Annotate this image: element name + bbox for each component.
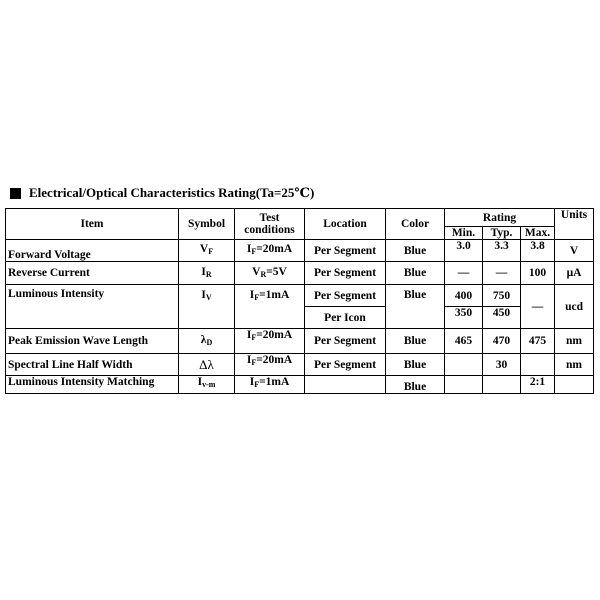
- typ-cell: —: [483, 262, 521, 285]
- condition-cell: $I_F=1mA$: [235, 285, 305, 329]
- item-cell: Luminous Intensity Matching: [6, 376, 179, 394]
- header-typ: Typ.: [483, 227, 521, 240]
- typ-cell: 750: [483, 285, 521, 307]
- square-bullet-icon: [10, 188, 21, 199]
- max-cell: —: [521, 285, 555, 329]
- min-cell: 3.0: [445, 240, 483, 262]
- max-cell: 3.8: [521, 240, 555, 262]
- max-cell: 2:1: [521, 376, 555, 394]
- location-cell: Per Segment: [305, 354, 386, 376]
- characteristics-table: [5, 208, 594, 394]
- max-cell: [521, 354, 555, 376]
- table-row: [6, 329, 594, 354]
- typ-cell: 30: [483, 354, 521, 376]
- location-cell: Per Segment: [305, 329, 386, 354]
- symbol-cell: $V_F$: [179, 240, 235, 262]
- table-row: [6, 240, 594, 262]
- symbol-cell: $I_{v-m}$: [179, 376, 235, 394]
- location-cell: Per Segment: [305, 262, 386, 285]
- header-row: [6, 209, 594, 227]
- color-cell: Blue: [386, 240, 445, 262]
- unit-cell: μA: [555, 262, 594, 285]
- section-title: Electrical/Optical Characteristics Rating(Ta=25℃): [29, 185, 315, 200]
- item-cell: Reverse Current: [6, 262, 179, 285]
- unit-cell: nm: [555, 354, 594, 376]
- unit-cell: ucd: [555, 285, 594, 329]
- location-cell: Per Segment: [305, 240, 386, 262]
- symbol-cell: $I_R$: [179, 262, 235, 285]
- color-cell: Blue: [386, 329, 445, 354]
- typ-cell: [483, 376, 521, 394]
- min-cell: 465: [445, 329, 483, 354]
- location-cell: Per Icon: [305, 307, 386, 329]
- header-symbol: Symbol: [179, 209, 235, 240]
- table-row: [6, 285, 594, 307]
- condition-cell: $I_F=20mA$: [235, 354, 305, 376]
- header-units: Units: [555, 209, 594, 240]
- min-cell: [445, 354, 483, 376]
- color-cell: Blue: [386, 285, 445, 329]
- min-cell: —: [445, 262, 483, 285]
- header-test-conditions: Test conditions: [235, 209, 305, 240]
- item-cell: Spectral Line Half Width: [6, 354, 179, 376]
- min-cell: 400: [445, 285, 483, 307]
- symbol-cell: Δλ: [179, 354, 235, 376]
- header-color: Color: [386, 209, 445, 240]
- symbol-cell: $I_V$: [179, 285, 235, 329]
- max-cell: 100: [521, 262, 555, 285]
- header-item: Item: [6, 209, 179, 240]
- typ-cell: 450: [483, 307, 521, 329]
- table-row: [6, 262, 594, 285]
- condition-cell: $V_R=5V$: [235, 262, 305, 285]
- condition-cell: $I_F=20mA$: [235, 329, 305, 354]
- condition-cell: $I_F=20mA$: [235, 240, 305, 262]
- unit-cell: V: [555, 240, 594, 262]
- color-cell: Blue: [386, 262, 445, 285]
- typ-cell: 470: [483, 329, 521, 354]
- max-cell: 475: [521, 329, 555, 354]
- item-cell: Luminous Intensity: [6, 285, 179, 329]
- header-rating: Rating: [445, 209, 555, 227]
- table-row: [6, 376, 594, 394]
- unit-cell: nm: [555, 329, 594, 354]
- condition-cell: $I_F=1mA$: [235, 376, 305, 394]
- symbol-cell: $\lambda_D$: [179, 329, 235, 354]
- header-min: Min.: [445, 227, 483, 240]
- min-cell: [445, 376, 483, 394]
- location-cell: Per Segment: [305, 285, 386, 307]
- item-cell: Forward Voltage: [6, 240, 179, 262]
- location-cell: [305, 376, 386, 394]
- section-heading: [10, 185, 314, 201]
- item-cell: Peak Emission Wave Length: [6, 329, 179, 354]
- header-max: Max.: [521, 227, 555, 240]
- table-row: [6, 354, 594, 376]
- color-cell: Blue: [386, 376, 445, 394]
- header-location: Location: [305, 209, 386, 240]
- min-cell: 350: [445, 307, 483, 329]
- color-cell: Blue: [386, 354, 445, 376]
- typ-cell: 3.3: [483, 240, 521, 262]
- unit-cell: [555, 376, 594, 394]
